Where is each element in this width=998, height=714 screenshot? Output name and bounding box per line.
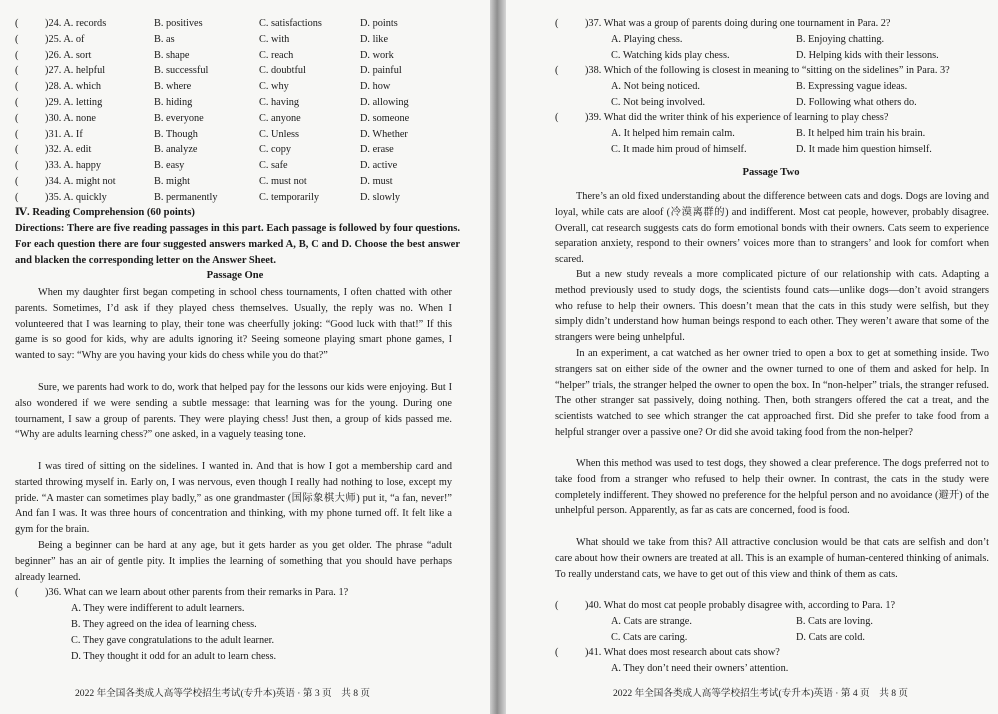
passage-one-para-2: Sure, we parents had work to do, work that helped pay for the lessons our kids were enjoying. But I also wondered if we were sending a subtle message: that learning was for the young. During one tournament, I saw a group of parents. They were playing chess! Just then, a group of kids passed me. “Why are adults learning chess?” one asked, in a vaguely teasing tone. <box>15 382 452 441</box>
passage-one-para-1: When my daughter first began competing in school chess tournaments, I often chatted with other parents. Sometimes, I’d ask if they played chess themselves. Usually, the reply was no. When I volunteered that I was learning to play, their tone was cheerfully joking: “Good luck with that!” If this game is so good for kids, why are adults ignoring it? Seeing someone playing smart phone games, I wanted to say: “Why are you having your kids do chess while you do that?” <box>15 287 452 362</box>
passage-one-para-3: I was tired of sitting on the sidelines. I wanted in. And that is how I got a membership card and started throwing myself in. Early on, I was nervous, even though I really had nothing to lose, except my pride. “A master can sometimes play badly,” as one grandmaster (国际象棋大师) put it, “a fan, never!” And fan I was. It was three hours of concentration and thinking, with my phone turned off. It felt like a gym for the brain. <box>15 461 452 536</box>
passage-one-title: Passage One <box>206 270 264 281</box>
option-a[interactable]: A. It helped him remain calm. <box>611 128 735 139</box>
option-d[interactable]: D. They thought it odd for an adult to learn chess. <box>71 651 277 662</box>
cloze-row: ( )26. A. sort B. shape C. reach D. work <box>15 49 394 61</box>
option-c[interactable]: C. It made him proud of himself. <box>611 144 747 155</box>
directions: Directions: There are five reading passages in this part. Each passage is followed by four questions. For each question there are four suggested answers marked A, B, C and D. Choose the best answer and blacken the corresponding letter on the Answer Sheet. <box>15 223 460 266</box>
cloze-row: ( )33. A. happy B. easy C. safe D. active <box>15 160 398 172</box>
option-b[interactable]: B. It helped him train his brain. <box>796 128 926 139</box>
option-a[interactable]: A. Cats are strange. <box>611 616 692 627</box>
cloze-row: ( )32. A. edit B. analyze C. copy D. erase <box>15 144 394 156</box>
option-d[interactable]: D. Following what others do. <box>796 97 917 108</box>
question-stem: )41. What does most research about cats show? <box>585 647 780 658</box>
question-stem: )38. Which of the following is closest in meaning to “sitting on the sidelines” in Para. 3? <box>585 65 950 76</box>
option-d[interactable]: D. Helping kids with their lessons. <box>796 50 939 61</box>
option-a[interactable]: A. They were indifferent to adult learners. <box>71 603 245 614</box>
passage-two-title: Passage Two <box>742 167 800 178</box>
option-a[interactable]: A. They don’t need their owners’ attention. <box>611 663 789 674</box>
question-stem: )36. What can we learn about other parents from their remarks in Para. 1? <box>45 587 349 598</box>
option-d[interactable]: D. It made him question himself. <box>796 144 932 155</box>
option-c[interactable]: C. They gave congratulations to the adult learner. <box>71 635 275 646</box>
option-a[interactable]: A. Playing chess. <box>611 34 683 45</box>
question-stem: )40. What do most cat people probably disagree with, according to Para. 1? <box>585 600 896 611</box>
cloze-row: ( )34. A. might not B. might C. must not D. must <box>15 176 393 187</box>
cloze-row: ( )27. A. helpful B. successful C. doubtful D. painful <box>15 65 402 77</box>
passage-one-para-4: Being a beginner can be hard at any age, but it gets harder as you get older. The phrase “adult beginner” has an air of gentle pity. It implies the learning of something that you should have perhaps already learned. <box>15 540 452 583</box>
question-stem: )37. What was a group of parents doing during one tournament in Para. 2? <box>585 18 891 29</box>
question-stem: )39. What did the writer think of his experience of learning to play chess? <box>585 112 889 123</box>
cloze-row: ( )29. A. letting B. hiding C. having D. allowing <box>15 97 409 108</box>
passage-two-para-3: In an experiment, a cat watched as her owner tried to open a box to get at something inside. Two strangers sat on either side of the owner and the owner turned to one of them and asked for help. In “helper” trials, the stranger helped the owner to open the box. In “non-helper” trials, the stranger refused. The other stranger sat passively, doing nothing. Then, both strangers offered the cat a treat, and the scientists watched to see which stranger the cat approached first. Did she prefer to take food from a helpful stranger over a passive one? Or did she avoid taking food from the non-helper? <box>555 348 989 438</box>
option-b[interactable]: B. They agreed on the idea of learning chess. <box>71 619 257 630</box>
option-d[interactable]: D. Cats are cold. <box>796 632 865 643</box>
option-b[interactable]: B. Enjoying chatting. <box>796 34 885 45</box>
option-c[interactable]: C. Not being involved. <box>611 97 706 108</box>
cloze-row: ( )35. A. quickly B. permanently C. temporarily D. slowly <box>15 191 401 203</box>
cloze-row: ( )31. A. If B. Though C. Unless D. Whether <box>15 128 408 140</box>
cloze-row: ( )30. A. none B. everyone C. anyone D. someone <box>15 112 410 124</box>
passage-two-para-4: When this method was used to test dogs, they showed a clear preference. The dogs preferred not to take food from a stranger who refused to help their owner. In contrast, the cats in the study were completely indifferent. They showed no preference for the helpful person and no avoidance (避开) of the unhelpful person. Apparently, as far as cats are concerned, food is food. <box>555 458 989 517</box>
section-title: Ⅳ. Reading Comprehension (60 points) <box>15 207 195 218</box>
option-c[interactable]: C. Cats are caring. <box>611 632 688 643</box>
cloze-row: ( )24. A. records B. positives C. satisfactions D. points <box>15 18 398 29</box>
page-footer-right: 2022 年全国各类成人高等学校招生考试(专升本)英语 · 第 4 页 共 8 页 <box>613 688 908 699</box>
option-b[interactable]: B. Cats are loving. <box>796 616 873 627</box>
cloze-row: ( )28. A. which B. where C. why D. how <box>15 81 391 93</box>
option-c[interactable]: C. Watching kids play chess. <box>611 50 730 61</box>
passage-two-para-2: But a new study reveals a more complicated picture of our relationship with cats. Adapting a method previously used to study dogs, the scientists found cats—unlike dogs—don’t avoid strangers who refuse to help their owners. This doesn’t mean that the cats in this study were selfish, but they simply didn’t understand how human beings respond to each other. They weren’t aware that some of the strangers were being unhelpful. <box>555 269 989 344</box>
passage-two-para-1: There’s an old fixed understanding about the difference between cats and dogs. Dogs are loving and loyal, while cats are aloof (冷漠离群的) and indifferent. Most cat people, however, probably disagree. Overall, cat research suggests cats do form emotional bonds with their owners. Cats seem to experience separation anxiety, respond to their owners’ voices more than to strangers’ and look for comfort when scared. <box>555 191 989 266</box>
option-a[interactable]: A. Not being noticed. <box>611 81 700 92</box>
passage-two-para-5: What should we take from this? All attractive conclusion would be that cats are selfish and don’t care about how their owners are treated at all. This is an example of human-centered thinking of animals. To really understand cats, we have to get out of this view and think of them as cats. <box>555 537 989 580</box>
book-spine <box>490 0 506 714</box>
page-footer-left: 2022 年全国各类成人高等学校招生考试(专升本)英语 · 第 3 页 共 8 页 <box>75 688 370 699</box>
cloze-row: ( )25. A. of B. as C. with D. like <box>15 33 389 45</box>
option-b[interactable]: B. Expressing vague ideas. <box>796 81 908 92</box>
